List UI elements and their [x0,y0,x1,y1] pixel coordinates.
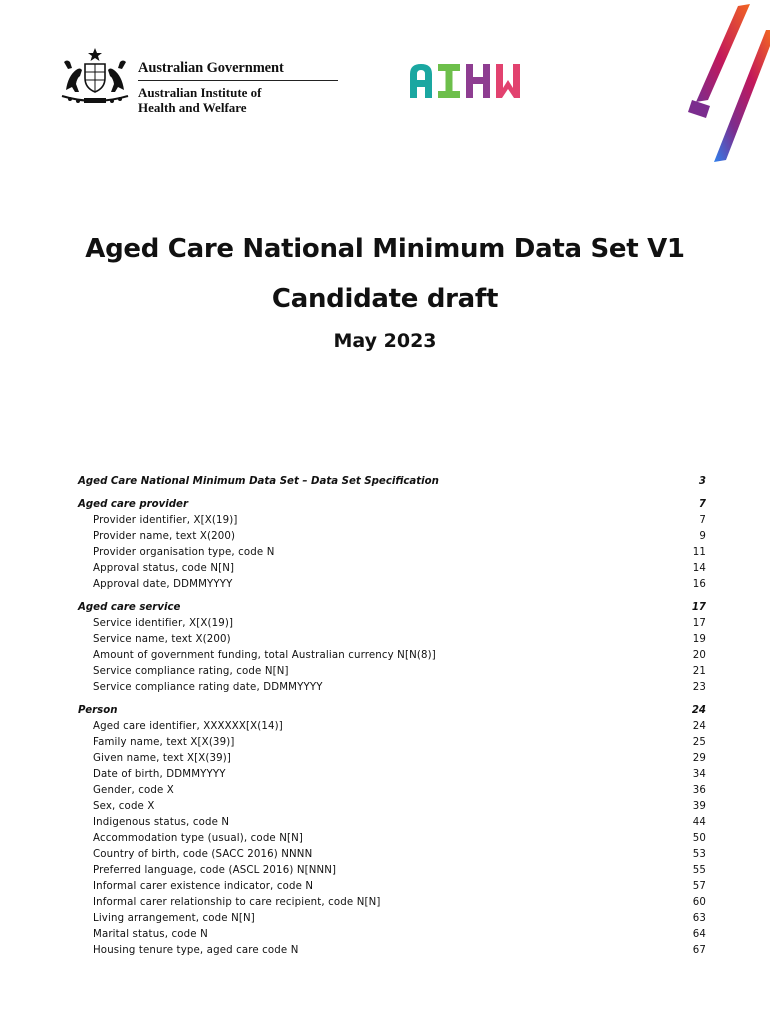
toc-item-page: 23 [692,682,706,693]
toc-item[interactable] [78,751,706,767]
toc-item[interactable] [78,648,706,664]
toc-item-label: Housing tenure type, aged care code N [93,945,299,956]
toc-item[interactable] [78,632,706,648]
toc-item-page: 14 [692,563,706,574]
toc-item-page: 55 [692,865,706,876]
toc-section-heading[interactable] [78,600,706,616]
toc-item[interactable] [78,664,706,680]
toc-item-label: Provider identifier, X[X(19)] [93,515,238,526]
toc-sections [78,497,706,959]
toc-section-label: Person [78,705,118,716]
toc-item-label: Provider organisation type, code N [93,547,275,558]
toc-item-label: Sex, code X [93,801,155,812]
toc-item-label: Indigenous status, code N [93,817,230,828]
toc-item-label: Given name, text X[X(39)] [93,753,231,764]
toc-section-page: 7 [698,499,706,510]
toc-item-label: Family name, text X[X(39)] [93,737,235,748]
coat-of-arms-icon [56,46,134,108]
toc-item-label: Aged care identifier, XXXXXX[X(14)] [93,721,283,732]
toc-item-page: 21 [692,666,706,677]
toc-item-page: 29 [692,753,706,764]
toc-item[interactable] [78,815,706,831]
toc-section-label: Aged care provider [78,499,188,510]
toc-item-label: Service name, text X(200) [93,634,231,645]
toc-item-label: Approval date, DDMMYYYY [93,579,233,590]
toc-item-label: Date of birth, DDMMYYYY [93,769,226,780]
toc-item[interactable] [78,680,706,696]
toc-item[interactable] [78,719,706,735]
toc-section-page: 24 [691,705,706,716]
corner-stripes-decoration [670,0,770,190]
toc-entry-page: 3 [698,476,706,487]
toc-item-page: 17 [692,618,706,629]
toc-item-label: Living arrangement, code N[N] [93,913,255,924]
toc-item-label: Preferred language, code (ASCL 2016) N[NNN] [93,865,337,876]
toc-item[interactable] [78,577,706,593]
toc-item-page: 20 [692,650,706,661]
toc-section-label: Aged care service [78,602,181,613]
toc-item-page: 44 [692,817,706,828]
toc-section-page: 17 [691,602,706,613]
toc-item-page: 39 [692,801,706,812]
toc-item-label: Accommodation type (usual), code N[N] [93,833,304,844]
toc-item[interactable] [78,529,706,545]
toc-item-page: 36 [692,785,706,796]
toc-item-label: Marital status, code N [93,929,208,940]
toc-item-page: 24 [692,721,706,732]
toc-item-page: 25 [692,737,706,748]
toc-item-page: 60 [692,897,706,908]
toc-item-label: Informal carer existence indicator, code N [93,881,314,892]
toc-item-page: 63 [692,913,706,924]
toc-item-label: Informal carer relationship to care recipient, code N[N] [93,897,381,908]
document-title: Aged Care National Minimum Data Set V1 [85,234,685,264]
toc-item-page: 9 [699,531,706,542]
toc-item[interactable] [78,863,706,879]
toc-item-label: Approval status, code N[N] [93,563,235,574]
toc-item-page: 34 [692,769,706,780]
government-wordmark [138,60,338,115]
toc-item-page: 16 [692,579,706,590]
toc-item[interactable] [78,879,706,895]
government-name: Australian Government [138,60,284,76]
toc-item-label: Service identifier, X[X(19)] [93,618,234,629]
toc-item[interactable] [78,783,706,799]
toc-item-page: 7 [699,515,706,526]
toc-item[interactable] [78,943,706,959]
toc-item[interactable] [78,767,706,783]
document-subtitle: Candidate draft [271,284,499,314]
toc-item-page: 57 [692,881,706,892]
aihw-logo [408,60,548,104]
document-date: May 2023 [333,330,437,352]
toc-item[interactable] [78,799,706,815]
toc-entry-label: Aged Care National Minimum Data Set – Data Set Specification [78,476,439,487]
toc-item[interactable] [78,831,706,847]
australian-government-logo [56,46,296,118]
toc-item[interactable] [78,847,706,863]
toc-section-heading[interactable] [78,497,706,513]
toc-item[interactable] [78,895,706,911]
agency-name-line2: Health and Welfare [138,100,247,115]
toc-item-label: Service compliance rating date, DDMMYYYY [93,682,323,693]
toc-item-page: 64 [692,929,706,940]
wordmark-divider [138,80,338,81]
toc-item[interactable] [78,927,706,943]
toc-item[interactable] [78,616,706,632]
toc-item-page: 11 [692,547,706,558]
toc-item-label: Country of birth, code (SACC 2016) NNNN [93,849,313,860]
table-of-contents [78,474,706,959]
toc-section-heading[interactable] [78,703,706,719]
toc-item[interactable] [78,545,706,561]
toc-item-page: 19 [692,634,706,645]
toc-item-page: 53 [692,849,706,860]
toc-item-page: 67 [692,945,706,956]
toc-item-label: Service compliance rating, code N[N] [93,666,289,677]
toc-item-label: Amount of government funding, total Australian currency N[N(8)] [93,650,436,661]
toc-item[interactable] [78,513,706,529]
agency-name-line1: Australian Institute of [138,85,262,100]
toc-item[interactable] [78,911,706,927]
toc-item[interactable] [78,735,706,751]
toc-item[interactable] [78,561,706,577]
toc-item-label: Gender, code X [93,785,174,796]
toc-entry-intro[interactable] [78,474,706,490]
toc-item-label: Provider name, text X(200) [93,531,236,542]
toc-item-page: 50 [692,833,706,844]
